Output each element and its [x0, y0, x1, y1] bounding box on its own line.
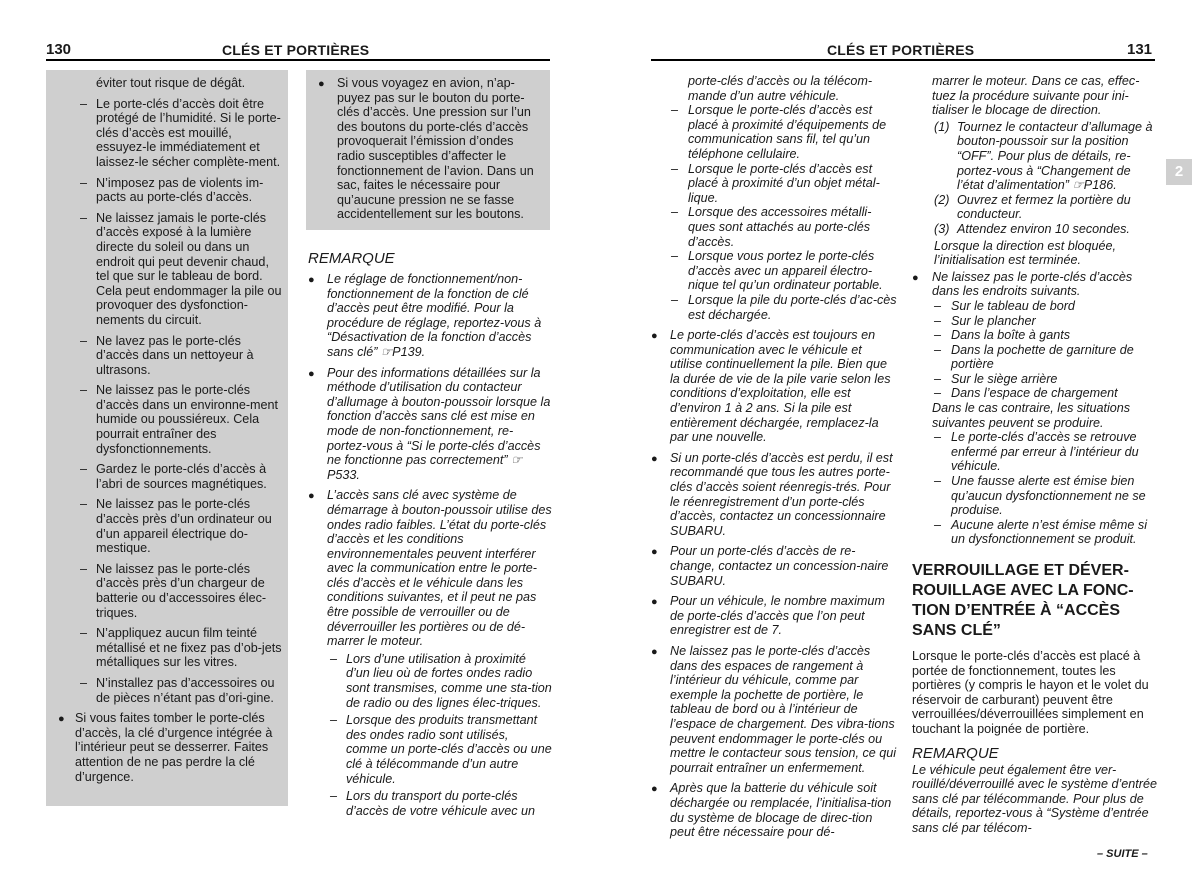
- list-item: – Ne lavez pas le porte-clés d’accès dans un nettoyeur à ultrasons.: [80, 333, 254, 377]
- section-tab: 2: [1166, 159, 1192, 185]
- list-item: ● Le porte-clés d’accès est toujours en communication avec le véhicule et utilise continuellement la pile. Bien que la durée de vie de la pile varie selon les conditions d’exploitation, elle est d’environ 1 à 2 ans. Si la pile est entièrement déchargée, remplacez-la par une nouvelle.: [651, 328, 891, 445]
- after-steps: Lorsque la direction est bloquée, l’initialisation est terminée.: [934, 238, 1117, 268]
- bullet-icon: ●: [651, 330, 658, 343]
- caution-box-left: [46, 70, 288, 806]
- caution-box-airplane: ● Si vous voyagez en avion, n’ap-puyez pas sur le bouton du porte-clés d’accès. Une pression sur l’un des boutons du porte-clés d’accès provoquerait l’émission d’ondes radio susceptibles d’affecter le fonctionnement de l’avion. Dans un sac, faites le nécessaire pour qu’aucune pression ne se fasse accidentellement sur les boutons.: [306, 70, 550, 230]
- list-item: – Dans l’espace de chargement: [934, 386, 1118, 401]
- remark-heading: REMARQUE: [308, 250, 395, 267]
- list-item: ● Le réglage de fonctionnement/non-fonctionnement de la fonction de clé d’accès peut être modifié. Pour la procédure de réglage, reportez-vous à “Désactivation de la fonction d’accès sans clé” ☞P139.: [308, 272, 542, 359]
- section-heading: VERROUILLAGE ET DÉVER-ROUILLAGE AVEC LA FONC-TION D’ENTRÉE À “ACCÈS SANS CLÉ”: [912, 562, 1134, 639]
- page-number-left: 130: [46, 41, 72, 58]
- list-item: ● Si un porte-clés d’accès est perdu, il est recommandé que tous les autres porte-clés d’accès soient réenregis-trés. Pour le réenregistrement d’un porte-clés d’accès, contactez un concessionnaire SUBARU.: [651, 450, 893, 538]
- list-item: – Ne laissez jamais le porte-clés d’accès exposé à la lumière directe du soleil ou dans un endroit qui peut devenir chaud, tel que sur le tableau de bord. Cela peut endommager la pile ou provoquer des dysfonction-nements du circuit.: [80, 210, 282, 327]
- list-item: – Ne laissez pas le porte-clés d’accès près d’un ordinateur ou d’un appareil électrique do-mestique.: [80, 497, 272, 556]
- list-item: – Lorsque la pile du porte-clés d’ac-cès est déchargée.: [671, 292, 897, 322]
- bullet-icon: ●: [308, 367, 315, 380]
- bullet-icon: ●: [651, 546, 658, 559]
- bullet-icon: ●: [651, 596, 658, 609]
- step-item: (3) Attendez environ 10 secondes.: [934, 221, 1130, 236]
- bullet-icon: ●: [651, 452, 658, 465]
- bullet-icon: ●: [912, 271, 919, 284]
- list-item: – N’appliquez aucun film teinté métallisé et ne fixez pas d’ob-jets métalliques sur les vitres.: [80, 626, 282, 670]
- list-item: – Lors d’une utilisation à proximité d’un lieu où de fortes ondes radio sont transmises, comme une sta-tion de radio ou des lignes élec-triques.: [330, 651, 552, 710]
- remark-text: Le véhicule peut également être ver-rouillé/déverrouillé avec le système d’entrée sans clé par télécommande. Pour plus de détails, reportez-vous à “Système d’entrée sans clé par télécom-: [912, 762, 1158, 835]
- section-paragraph: Lorsque le porte-clés d’accès est placé à portée de fonctionnement, toutes les portières (y compris le hayon et le volet du réservoir de carburant) peuvent être verrouillées/déverrouillées simplement en touchant la poignée de portière.: [912, 649, 1149, 736]
- list-item: ● Pour des informations détaillées sur la méthode d’utilisation du contacteur d’allumage à bouton-poussoir lorsque la fonction d’accès sans clé est mise en mode de non-fonctionnement, re-portez-vous à “Si le porte-clés d’accès ne fonctionne pas correctement” ☞P533.: [308, 365, 551, 482]
- list-item: – Une fausse alerte est émise bien qu’aucun dysfonctionnement ne se produise.: [934, 474, 1146, 518]
- list-item: ● Pour un porte-clés d’accès de re-change, contactez un concession-naire SUBARU.: [651, 544, 889, 588]
- caution-intro: éviter tout risque de dégât.: [96, 76, 246, 90]
- bullet-icon: ●: [651, 645, 658, 658]
- step-item: (1) Tournez le contacteur d’allumage à bouton-poussoir sur la position “OFF”. Pour plus de détails, re-portez-vous à “Changement de l’état d’alimentation” ☞P186.: [934, 119, 1153, 193]
- list-item: ● L’accès sans clé avec système de démarrage à bouton-poussoir utilise des ondes radio faibles. L’état du porte-clés d’accès et les conditions environnementales peuvent interférer avec la communication entre le porte-clés d’accès et le véhicule dans les conditions suivantes, et il peut ne pas être possible de verrouiller ou de déverrouiller les portières ou de dé-marrer le moteur.: [308, 488, 552, 649]
- list-item: ● Ne laissez pas le porte-clés d’accès dans des espaces de rangement à l’intérieur du véhicule, comme par exemple la pochette de portière, le tableau de bord ou à l’intérieur de l’espace de chargement. Des vibra-tions peuvent endommager le porte-clés ou mettre le contacteur sous tension, ce qui pourrait entraîner un enfermement.: [651, 643, 897, 775]
- bullet-icon: ●: [318, 78, 325, 90]
- bullet-icon: ●: [58, 713, 65, 726]
- list-item: – Gardez le porte-clés d’accès à l’abri de sources magnétiques.: [80, 462, 267, 491]
- suite-marker: – SUITE –: [1097, 848, 1148, 860]
- list-item: – Lorsque des accessoires métalli-ques sont attachés au porte-clés d’accès.: [671, 205, 872, 249]
- step-item: (2) Ouvrez et fermez la portière du conducteur.: [934, 192, 1131, 222]
- page-title-left: CLÉS ET PORTIÈRES: [222, 42, 370, 58]
- list-item: – Ne laissez pas le porte-clés d’accès près d’un chargeur de batterie ou d’accessoires élec-triques.: [80, 561, 267, 620]
- page-title-right: CLÉS ET PORTIÈRES: [827, 42, 975, 58]
- remark-continued-col3: [651, 74, 897, 840]
- list-item: ● Si vous faites tomber le porte-clés d’accès, la clé d’urgence intégrée à l’intérieur peut se desserrer. Faites attention de ne pas perdre la clé d’urgence.: [58, 711, 273, 784]
- list-item: – Lorsque le porte-clés d’accès est placé à proximité d’un objet métal-lique.: [671, 161, 880, 205]
- list-item: – Lorsque le porte-clés d’accès est placé à proximité d’équipements de communication sans fil, tel qu’un téléphone cellulaire.: [671, 103, 887, 161]
- list-item: – Dans la boîte à gants: [934, 328, 1071, 343]
- col4: [912, 74, 1158, 836]
- list-item: – Lorsque des produits transmettant des ondes radio sont utilisés, comme un porte-clés d’accès ou une clé à télécommande d’un autre véhicule.: [330, 713, 552, 786]
- page-number-right: 131: [1127, 41, 1153, 58]
- list-item: ● Après que la batterie du véhicule soit déchargée ou remplacée, l’initialisa-tion du système de blocage de direc-tion peut être nécessaire pour dé-: [651, 781, 892, 840]
- bullet-icon: ●: [651, 783, 658, 796]
- list-item: – Lorsque vous portez le porte-clés d’accès avec un appareil électro-nique tel qu’un ordinateur portable.: [671, 249, 883, 293]
- continued-text: porte-clés d’accès ou la télécom-mande d’un autre véhicule.: [688, 74, 873, 103]
- list-item: – N’imposez pas de violents im-pacts au porte-clés d’accès.: [80, 175, 264, 205]
- list-item: ● Pour un véhicule, le nombre maximum de porte-clés d’accès que l’on peut enregistrer est de 7.: [651, 594, 885, 638]
- remark-heading: REMARQUE: [912, 744, 999, 762]
- list-item: – Le porte-clés d’accès se retrouve enfermé par erreur à l’intérieur du véhicule.: [934, 430, 1139, 474]
- list-item: – Sur le siège arrière: [934, 371, 1058, 386]
- list-item: ● Ne laissez pas le porte-clés d’accès dans les endroits suivants.: [912, 269, 1133, 299]
- contrary-text: Dans le cas contraire, les situations suivantes peuvent se produire.: [932, 401, 1131, 430]
- list-item: – Lors du transport du porte-clés d’accès de votre véhicule avec un: [330, 789, 536, 818]
- list-item: – Aucune alerte n’est émise même si un dysfonctionnement se produit.: [934, 517, 1147, 547]
- bullet-icon: ●: [308, 274, 315, 286]
- list-item: – Ne laissez pas le porte-clés d’accès dans un environne-ment humide ou poussiéreux. Cela pourrait entraîner des dysfonctionnements.: [80, 383, 279, 456]
- list-item: – Le porte-clés d’accès doit être protégé de l’humidité. Si le porte-clés d’accès est mouillé, essuyez-le immédiatement et laissez-le sécher complète-ment.: [80, 96, 281, 169]
- remark-section-left: [308, 250, 552, 818]
- header-rule-left: [46, 59, 550, 61]
- list-item: – N’installez pas d’accessoires ou de pièces n’étant pas d’ori-gine.: [80, 675, 275, 705]
- list-item: – Sur le plancher: [934, 313, 1036, 328]
- continued-text: marrer le moteur. Dans ce cas, effec-tuez la procédure suivante pour ini-tialiser le blocage de direction.: [932, 74, 1140, 118]
- bullet-icon: ●: [308, 490, 315, 503]
- list-item: – Sur le tableau de bord: [934, 298, 1075, 313]
- header-rule-right: [651, 59, 1155, 61]
- list-item: – Dans la pochette de garniture de portière: [934, 342, 1134, 372]
